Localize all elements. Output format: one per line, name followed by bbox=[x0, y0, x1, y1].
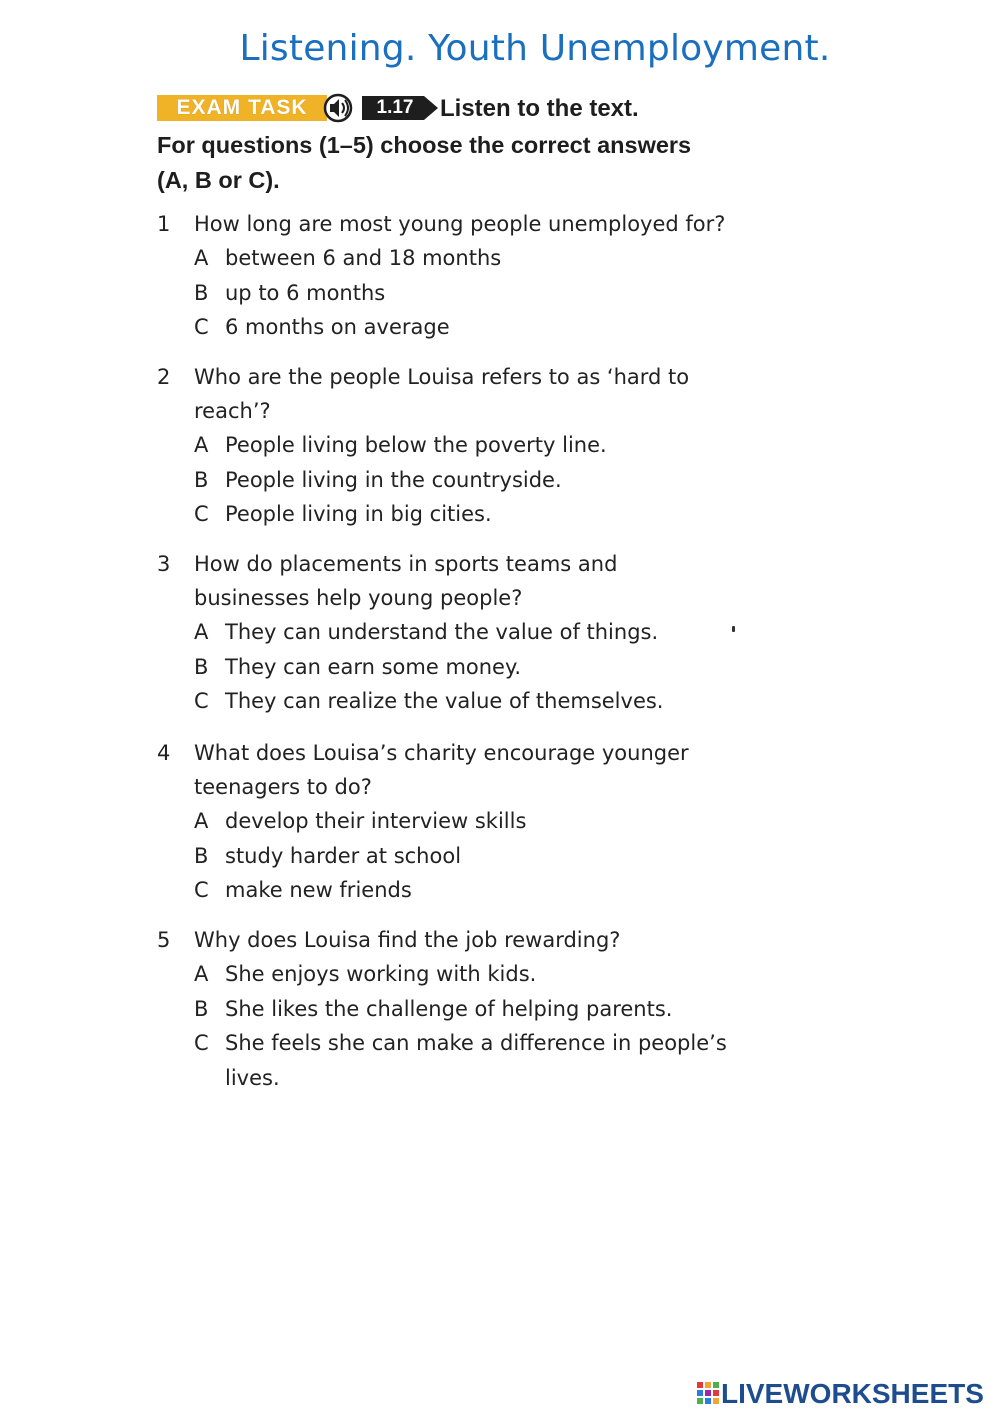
task-instructions bbox=[157, 128, 757, 198]
option-text: between 6 and 18 months bbox=[225, 246, 502, 270]
option-text: They can earn some money. bbox=[225, 654, 522, 679]
option-letter: A bbox=[194, 620, 209, 644]
question-number: 5 bbox=[157, 928, 171, 952]
instructions-line-2: (A, B or C). bbox=[157, 167, 280, 193]
option-text: She likes the challenge of helping parents. bbox=[225, 996, 673, 1021]
option-c[interactable] bbox=[157, 497, 797, 532]
listen-instruction: Listen to the text. bbox=[440, 95, 639, 122]
track-number: 1.17 bbox=[376, 97, 414, 118]
liveworksheets-logo-icon bbox=[697, 1382, 719, 1404]
option-b[interactable] bbox=[157, 992, 797, 1027]
question-4 bbox=[157, 736, 797, 908]
option-letter: B bbox=[194, 843, 209, 868]
option-c[interactable] bbox=[157, 873, 797, 908]
question-text-continued: teenagers to do? bbox=[194, 775, 372, 799]
option-text: People living in the countryside. bbox=[225, 467, 562, 492]
option-b[interactable] bbox=[157, 463, 797, 498]
question-text-continued: businesses help young people? bbox=[194, 586, 523, 610]
question-text: What does Louisa’s charity encourage younger bbox=[194, 741, 689, 765]
option-a[interactable] bbox=[157, 615, 797, 650]
option-letter: A bbox=[194, 962, 209, 986]
option-letter: C bbox=[194, 315, 209, 339]
option-a[interactable] bbox=[157, 957, 797, 992]
question-text: Who are the people Louisa refers to as ‘hard to bbox=[194, 365, 690, 389]
option-text: 6 months on average bbox=[225, 315, 450, 339]
option-c[interactable] bbox=[157, 310, 797, 345]
option-letter: B bbox=[194, 996, 209, 1021]
question-5 bbox=[157, 923, 797, 1095]
option-letter: B bbox=[194, 654, 209, 679]
option-text: People living below the poverty line. bbox=[225, 433, 607, 457]
option-letter: C bbox=[194, 502, 209, 526]
option-a[interactable] bbox=[157, 428, 797, 463]
question-number: 1 bbox=[157, 212, 171, 236]
option-text: up to 6 months bbox=[225, 280, 386, 305]
option-b[interactable] bbox=[157, 276, 797, 311]
option-letter: C bbox=[194, 1031, 209, 1055]
option-letter: A bbox=[194, 433, 209, 457]
option-letter: A bbox=[194, 246, 209, 270]
exam-task-header bbox=[157, 95, 757, 127]
option-text: study harder at school bbox=[225, 843, 462, 868]
option-c[interactable] bbox=[157, 1026, 797, 1061]
option-b[interactable] bbox=[157, 839, 797, 874]
option-text: develop their interview skills bbox=[225, 809, 527, 833]
question-text: How long are most young people unemployed for? bbox=[194, 212, 726, 236]
question-text: Why does Louisa find the job rewarding? bbox=[194, 928, 621, 952]
option-b[interactable] bbox=[157, 650, 797, 685]
option-text: She feels she can make a difference in people’s bbox=[225, 1031, 727, 1055]
option-text: She enjoys working with kids. bbox=[225, 962, 537, 986]
option-text-continued: lives. bbox=[225, 1065, 280, 1090]
option-letter: C bbox=[194, 689, 209, 713]
question-3 bbox=[157, 547, 797, 719]
question-1 bbox=[157, 207, 797, 345]
option-text: make new friends bbox=[225, 878, 412, 902]
question-2 bbox=[157, 360, 797, 532]
liveworksheets-logo[interactable] bbox=[697, 1378, 997, 1410]
option-letter: A bbox=[194, 809, 209, 833]
question-number: 4 bbox=[157, 741, 171, 765]
scan-speck bbox=[732, 626, 735, 632]
option-a[interactable] bbox=[157, 804, 797, 839]
liveworksheets-wordmark: LIVEWORKSHEETS bbox=[721, 1378, 984, 1409]
instructions-line-1: For questions (1–5) choose the correct answers bbox=[157, 132, 692, 158]
question-number: 3 bbox=[157, 552, 171, 576]
option-a[interactable] bbox=[157, 241, 797, 276]
option-text: They can understand the value of things. bbox=[225, 620, 659, 644]
question-number: 2 bbox=[157, 365, 171, 389]
exam-task-badge: EXAM TASK bbox=[157, 95, 327, 121]
option-text: They can realize the value of themselves. bbox=[225, 689, 664, 713]
page-title: Listening. Youth Unemployment. bbox=[239, 28, 831, 69]
option-c-continued bbox=[157, 1061, 797, 1096]
option-text: People living in big cities. bbox=[225, 502, 492, 526]
option-letter: C bbox=[194, 878, 209, 902]
speaker-icon[interactable] bbox=[322, 93, 356, 123]
option-c[interactable] bbox=[157, 684, 797, 719]
option-letter: B bbox=[194, 467, 209, 492]
question-text-continued: reach’? bbox=[194, 399, 271, 423]
option-letter: B bbox=[194, 280, 209, 305]
question-text: How do placements in sports teams and bbox=[194, 552, 618, 576]
